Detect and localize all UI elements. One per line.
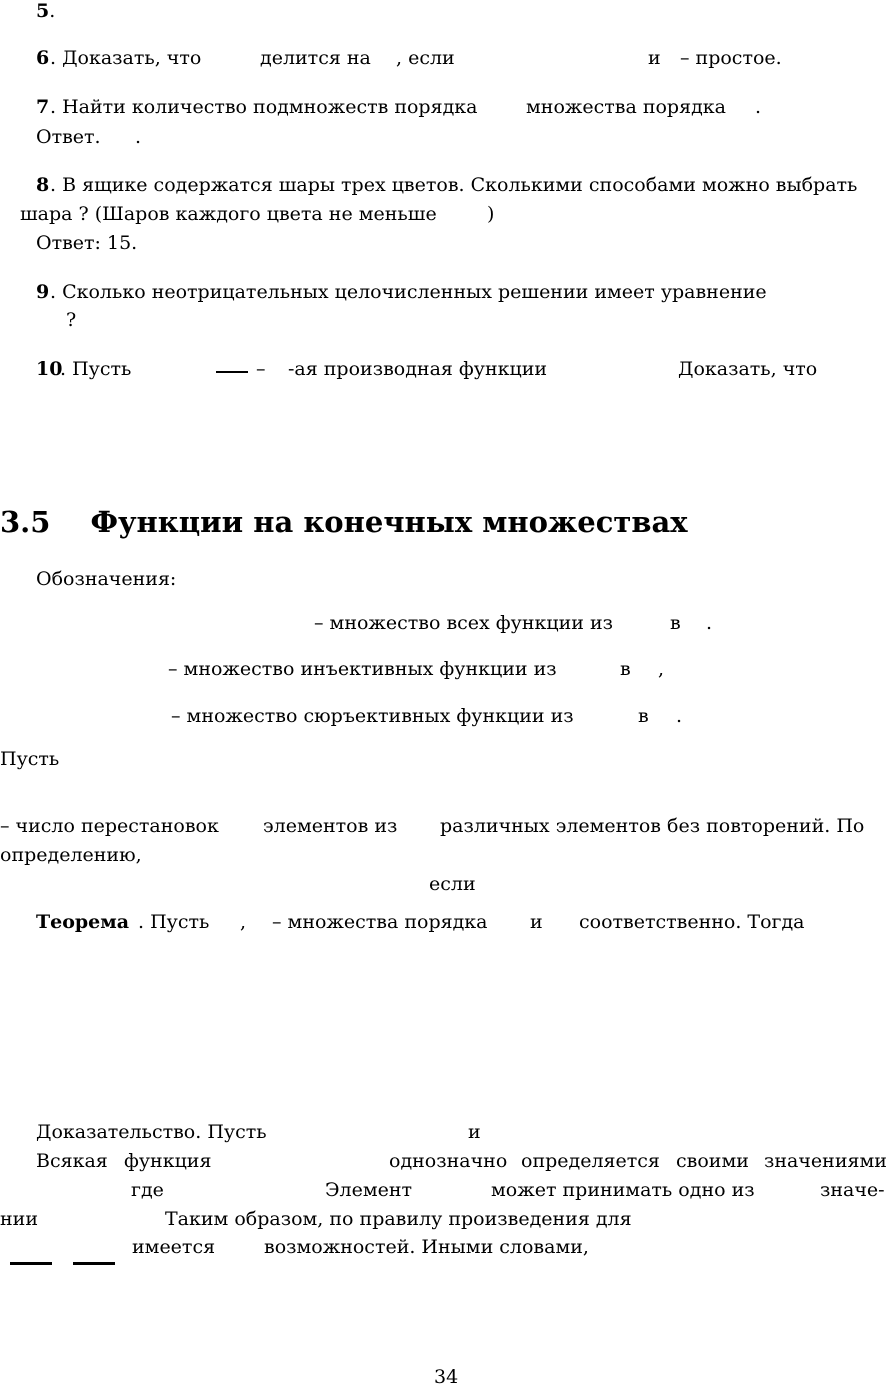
perm-line-c: различных элементов без повторений. По [440,815,865,837]
problem-8-text-b: шара ? (Шаров каждого цвета не меньше [20,203,437,225]
proof-line4-b: Таким образом, по правилу произведения для [165,1208,632,1230]
problem-10-number: 10 [36,358,63,380]
problem-7-text-b: множества порядка [526,96,726,118]
perm-if: если [429,873,476,895]
notation-label: Обозначения: [36,568,177,590]
fraction-bar [73,1262,115,1265]
notation-line1-c: . [706,612,713,634]
problem-6-number: 6 [36,47,50,69]
problem-5 [36,2,55,21]
perm-intro: Пусть [0,748,60,770]
proof-line2-f: значениями [764,1150,887,1172]
perm-line2: определению, [0,844,142,866]
theorem-text-c: – множества порядка [272,911,488,933]
theorem-text-e: соответственно. Тогда [579,911,805,933]
problem-6-text-c: , если [396,47,455,69]
section-title: Функции на конечных множествах [90,505,688,539]
problem-number: 5 [36,0,50,22]
fraction-bar [10,1262,52,1265]
problem-9-text-a: . Сколько неотрицательных целочисленных решении имеет уравнение [50,281,767,303]
problem-7-number: 7 [36,96,50,118]
notation-line1-a: – множество всех функции из [314,612,614,634]
proof-line2-e: своими [676,1150,749,1172]
proof-line3-c: может принимать одно из [491,1179,755,1201]
notation-line3-b: в [638,705,649,727]
proof-line2-b: функция [124,1150,212,1172]
problem-8-answer: Ответ: 15. [36,232,138,254]
proof-line2-d: определяется [521,1150,660,1172]
problem-9-number: 9 [36,281,50,303]
problem-6-text-b: делится на [260,47,371,69]
problem-6-text-d: и [648,47,661,69]
problem-10-text-b: – [256,358,266,380]
perm-line-b: элементов из [263,815,398,837]
problem-6-text-a: . Доказать, что [50,47,202,69]
proof-line5-a: имеется [132,1236,216,1258]
theorem-label: Теорема [36,911,130,933]
problem-10-text-c: -ая производная функции [288,358,548,380]
problem-7-text-c: . [755,96,762,118]
notation-line2-a: – множество инъективных функции из [168,658,557,680]
theorem-text-b: , [240,911,247,933]
section-number: 3.5 [0,505,51,539]
problem-7-text-a: . Найти количество подмножеств порядка [50,96,478,118]
notation-line2-c: , [658,658,665,680]
notation-line1-b: в [670,612,681,634]
problem-8-number: 8 [36,174,50,196]
proof-line5-b: возможностей. Иными словами, [264,1236,589,1258]
proof-line4-a: нии [0,1208,38,1230]
proof-line3-a: где [131,1179,164,1201]
notation-line3-c: . [676,705,683,727]
problem-6-text-e: – простое. [680,47,782,69]
proof-line1-a: Доказательство. Пусть [36,1121,267,1143]
theorem-text-d: и [530,911,543,933]
notation-line2-b: в [620,658,631,680]
page-number: 34 [434,1366,459,1388]
theorem-text-a: . Пусть [138,911,210,933]
problem-9-text-b: ? [66,309,77,331]
proof-line1-b: и [468,1121,481,1143]
problem-7-answer-label: Ответ. [36,126,101,148]
proof-line3-d: значе- [820,1179,885,1201]
proof-line3-b: Элемент [325,1179,413,1201]
problem-10-text-d: Доказать, что [678,358,818,380]
section-heading [0,505,688,539]
problem-8-text-c: ) [487,203,495,225]
proof-line2-a: Всякая [36,1150,108,1172]
proof-line2-c: однозначно [389,1150,508,1172]
problem-text: . [49,0,56,22]
notation-line3-a: – множество сюръективных функции из [171,705,574,727]
problem-7-answer-dot: . [135,126,142,148]
problem-8-text-a: . В ящике содержатся шары трех цветов. Сколькими способами можно выбрать [50,174,858,196]
problem-10-text-a: . Пусть [60,358,132,380]
fraction-bar [216,371,248,373]
perm-line-a: – число перестановок [0,815,219,837]
